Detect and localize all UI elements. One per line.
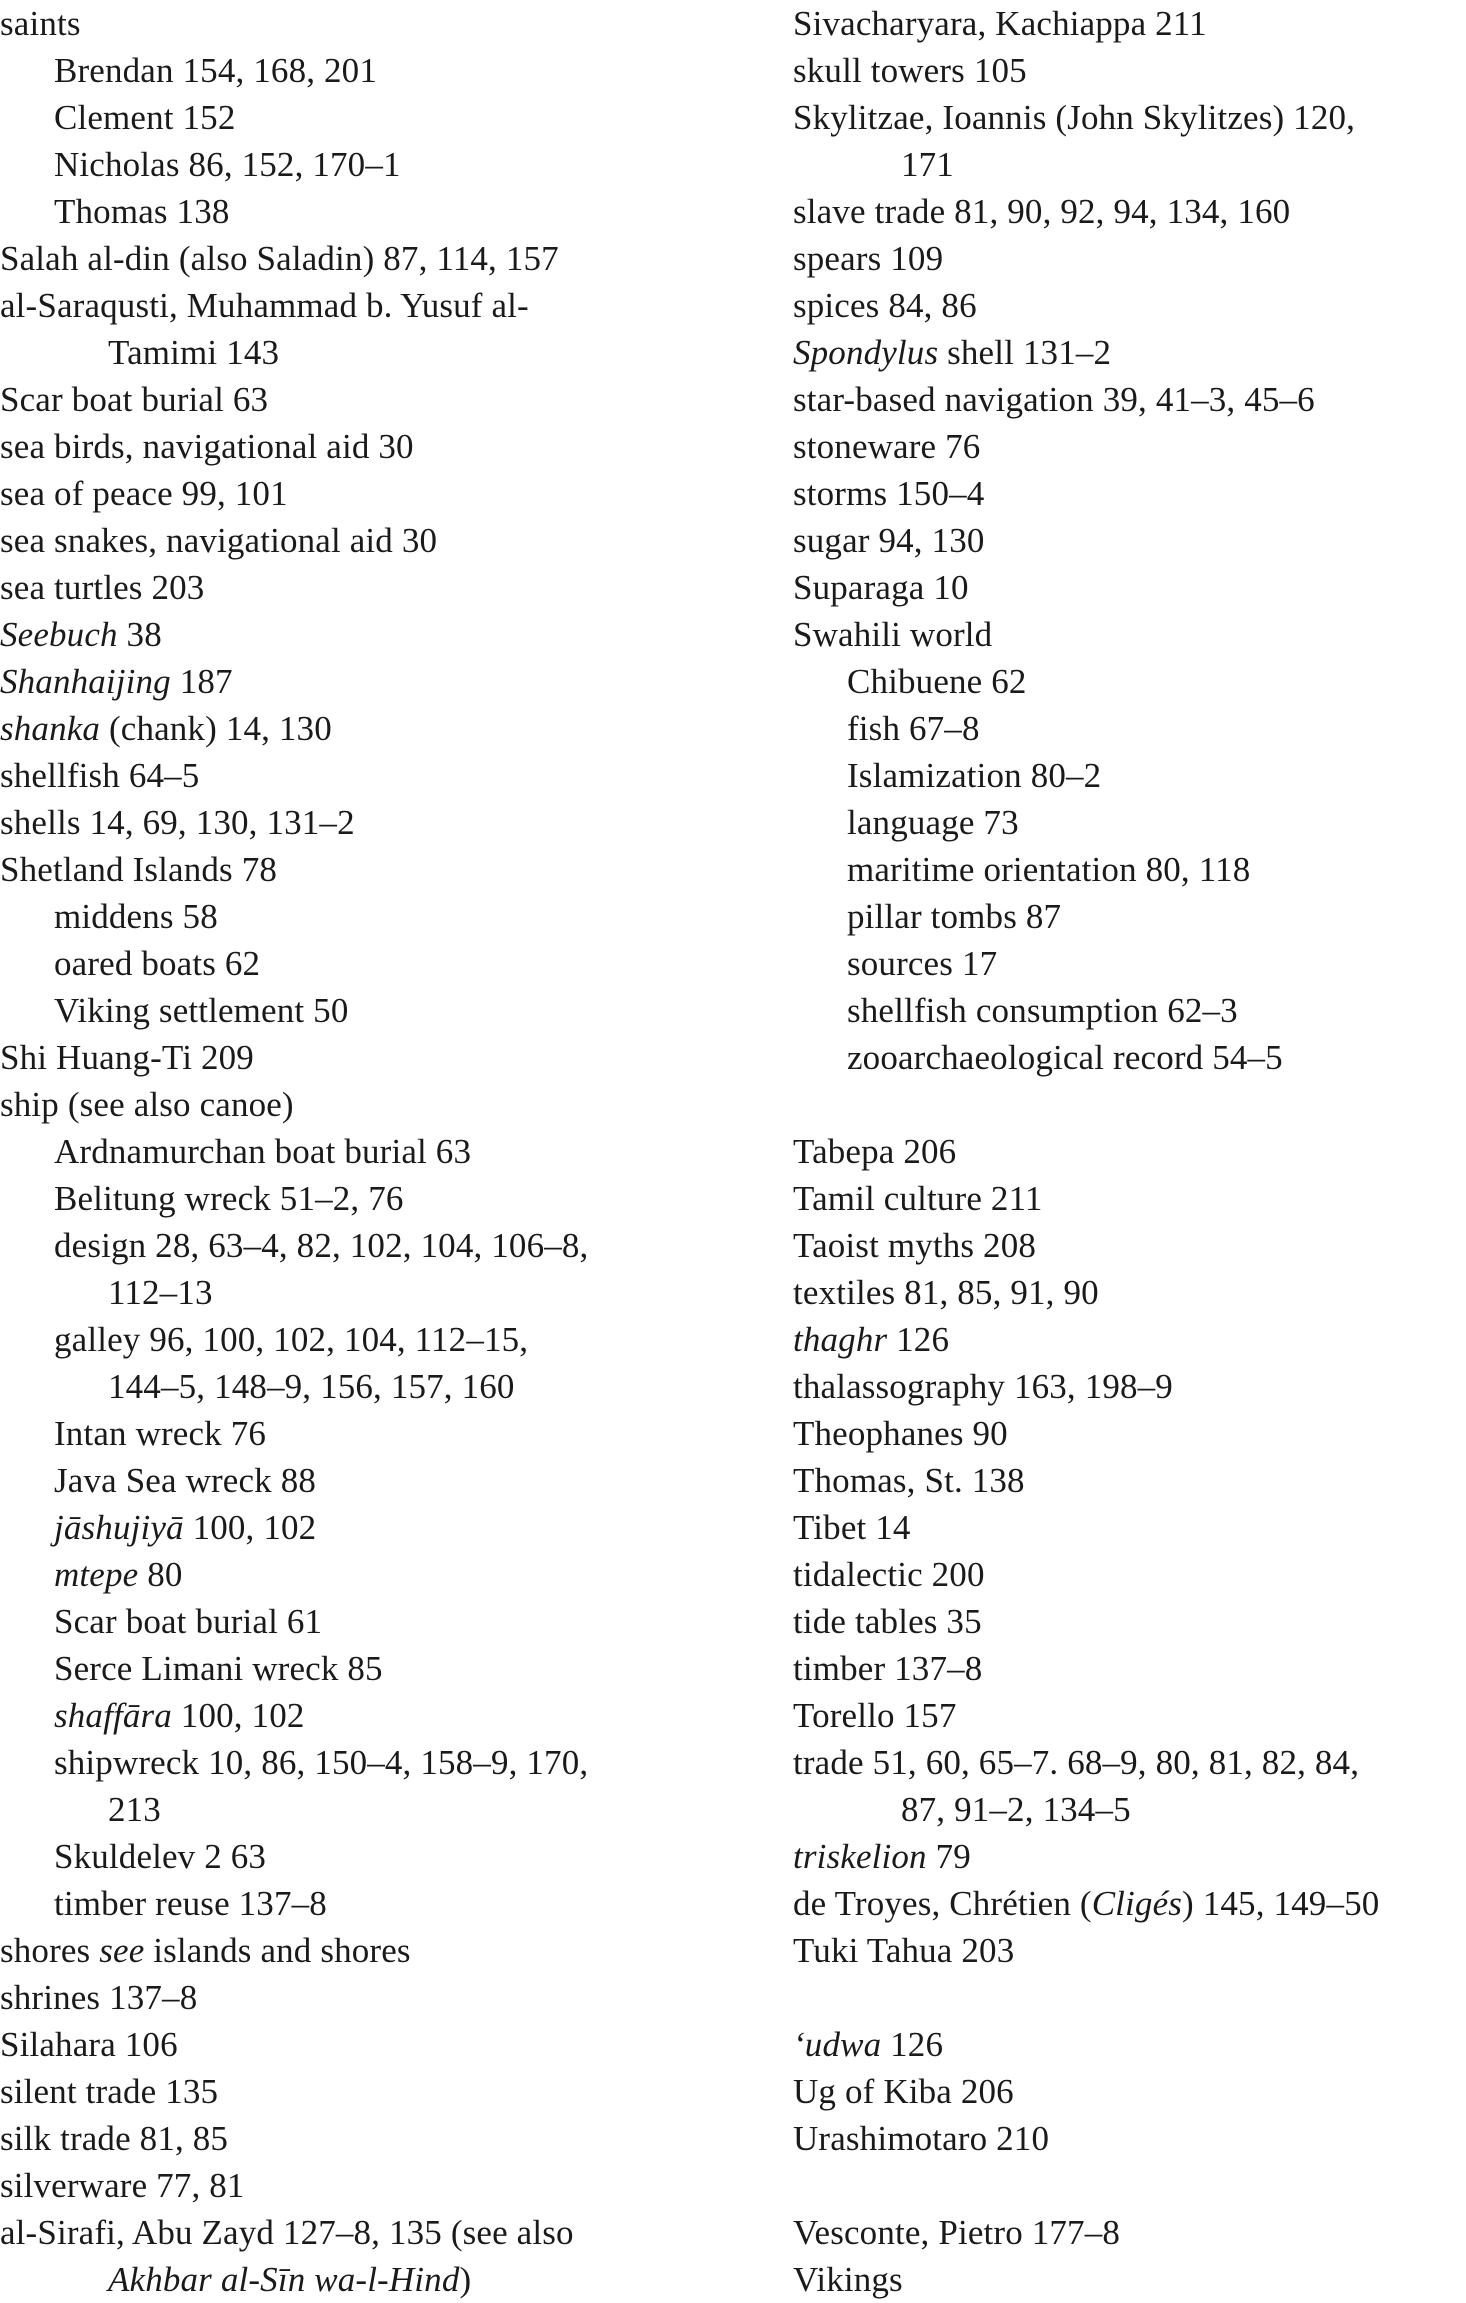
index-subentry xyxy=(0,1692,760,1739)
index-subentry xyxy=(0,1316,760,1363)
entry-text: silk trade 81, 85 xyxy=(0,2119,229,2158)
entry-text: 213 xyxy=(108,1790,161,1829)
entry-text: Tibet 14 xyxy=(793,1508,911,1547)
entry-text: Tuki Tahua 203 xyxy=(793,1931,1015,1970)
entry-text: Skylitzae, Ioannis (John Skylitzes) 120, xyxy=(793,98,1356,137)
entry-text: pillar tombs 87 xyxy=(847,897,1062,936)
entry-text: galley 96, 100, 102, 104, 112–15, xyxy=(54,1320,529,1359)
entry-text: 79 xyxy=(926,1837,971,1876)
italic-term: Cligés xyxy=(1091,1884,1183,1923)
index-entry xyxy=(793,423,1466,470)
index-subentry xyxy=(0,1175,760,1222)
italic-term: shaffāra xyxy=(54,1696,172,1735)
entry-text: Java Sea wreck 88 xyxy=(54,1461,317,1500)
entry-text: Clement 152 xyxy=(54,98,236,137)
entry-text: 144–5, 148–9, 156, 157, 160 xyxy=(108,1367,515,1406)
index-subentry xyxy=(793,799,1466,846)
index-continuation xyxy=(0,1363,760,1410)
index-continuation xyxy=(0,2256,760,2303)
entry-text: Thomas, St. 138 xyxy=(793,1461,1025,1500)
index-entry xyxy=(0,2115,760,2162)
entry-text: Theophanes 90 xyxy=(793,1414,1008,1453)
entry-text: sea birds, navigational aid 30 xyxy=(0,427,414,466)
entry-text: shipwreck 10, 86, 150–4, 158–9, 170, xyxy=(54,1743,589,1782)
index-subentry xyxy=(793,658,1466,705)
index-subentry xyxy=(0,1457,760,1504)
index-entry xyxy=(0,282,760,329)
index-subentry xyxy=(0,1551,760,1598)
index-entry xyxy=(793,2209,1466,2256)
index-entry xyxy=(793,1363,1466,1410)
entry-text: Belitung wreck 51–2, 76 xyxy=(54,1179,404,1218)
index-continuation xyxy=(793,141,1466,188)
index-subentry xyxy=(793,705,1466,752)
italic-term: Seebuch xyxy=(0,615,118,654)
entry-text: skull towers 105 xyxy=(793,51,1027,90)
italic-term: ‘udwa xyxy=(793,2025,882,2064)
index-entry xyxy=(793,2115,1466,2162)
entry-text: timber 137–8 xyxy=(793,1649,983,1688)
index-continuation xyxy=(0,1269,760,1316)
index-entry xyxy=(793,1175,1466,1222)
entry-text: silverware 77, 81 xyxy=(0,2166,245,2205)
entry-text: Taoist myths 208 xyxy=(793,1226,1037,1265)
entry-text: 126 xyxy=(881,2025,944,2064)
index-entry xyxy=(793,94,1466,141)
entry-text: Suparaga 10 xyxy=(793,568,969,607)
index-continuation xyxy=(793,1786,1466,1833)
index-entry xyxy=(0,1034,760,1081)
index-entry xyxy=(793,188,1466,235)
index-subentry xyxy=(793,1034,1466,1081)
entry-text: 80 xyxy=(138,1555,183,1594)
index-entry xyxy=(793,282,1466,329)
index-entry xyxy=(793,2256,1466,2303)
entry-text: silent trade 135 xyxy=(0,2072,219,2111)
entry-text: stoneware 76 xyxy=(793,427,981,466)
index-subentry xyxy=(0,1128,760,1175)
index-entry xyxy=(793,1316,1466,1363)
index-entry xyxy=(0,799,760,846)
index-subentry xyxy=(793,893,1466,940)
index-column-right xyxy=(793,0,1466,2303)
entry-text: sea turtles 203 xyxy=(0,568,205,607)
entry-text: Intan wreck 76 xyxy=(54,1414,267,1453)
entry-text: trade 51, 60, 65–7. 68–9, 80, 81, 82, 84, xyxy=(793,1743,1360,1782)
entry-text: Nicholas 86, 152, 170–1 xyxy=(54,145,401,184)
entry-text: sea of peace 99, 101 xyxy=(0,474,288,513)
index-subentry xyxy=(0,141,760,188)
index-entry xyxy=(793,1927,1466,1974)
entry-text: Tamimi 143 xyxy=(108,333,280,372)
index-subentry xyxy=(793,940,1466,987)
letter-group-gap xyxy=(793,1974,1466,2021)
index-entry xyxy=(793,235,1466,282)
index-subentry xyxy=(0,940,760,987)
index-entry xyxy=(793,1457,1466,1504)
entry-text: slave trade 81, 90, 92, 94, 134, 160 xyxy=(793,192,1291,231)
index-subentry xyxy=(0,1410,760,1457)
index-entry xyxy=(793,1598,1466,1645)
italic-term: shanka xyxy=(0,709,101,748)
index-entry xyxy=(793,1833,1466,1880)
entry-text: Tamil culture 211 xyxy=(793,1179,1043,1218)
entry-text: maritime orientation 80, 118 xyxy=(847,850,1251,889)
index-entry xyxy=(793,1128,1466,1175)
index-entry xyxy=(793,1645,1466,1692)
entry-text: shells 14, 69, 130, 131–2 xyxy=(0,803,355,842)
index-entry xyxy=(0,235,760,282)
entry-text: Silahara 106 xyxy=(0,2025,178,2064)
index-entry xyxy=(0,846,760,893)
index-entry xyxy=(793,517,1466,564)
italic-term: mtepe xyxy=(54,1555,139,1594)
entry-text: saints xyxy=(0,4,81,43)
index-entry xyxy=(0,2162,760,2209)
index-entry xyxy=(0,470,760,517)
entry-text: Vesconte, Pietro 177–8 xyxy=(793,2213,1120,2252)
entry-text: thalassography 163, 198–9 xyxy=(793,1367,1173,1406)
entry-text: Scar boat burial 63 xyxy=(0,380,269,419)
entry-text: timber reuse 137–8 xyxy=(54,1884,327,1923)
index-entry xyxy=(793,1880,1466,1927)
entry-text: 100, 102 xyxy=(171,1696,305,1735)
index-subentry xyxy=(0,1598,760,1645)
index-entry xyxy=(793,47,1466,94)
entry-text: Brendan 154, 168, 201 xyxy=(54,51,377,90)
entry-text: islands and shores xyxy=(144,1931,411,1970)
entry-text: shrines 137–8 xyxy=(0,1978,198,2017)
index-subentry xyxy=(793,846,1466,893)
index-subentry xyxy=(0,94,760,141)
entry-text: Thomas 138 xyxy=(54,192,230,231)
entry-text: design 28, 63–4, 82, 102, 104, 106–8, xyxy=(54,1226,589,1265)
entry-text: shores xyxy=(0,1931,100,1970)
index-entry xyxy=(793,1504,1466,1551)
entry-text: shellfish consumption 62–3 xyxy=(847,991,1238,1030)
entry-text: textiles 81, 85, 91, 90 xyxy=(793,1273,1099,1312)
entry-text: sugar 94, 130 xyxy=(793,521,985,560)
index-entry xyxy=(793,564,1466,611)
index-entry xyxy=(0,658,760,705)
entry-text: language 73 xyxy=(847,803,1019,842)
italic-term: Spondylus xyxy=(793,333,939,372)
entry-text: Torello 157 xyxy=(793,1696,957,1735)
index-subentry xyxy=(0,1222,760,1269)
entry-text: tidalectic 200 xyxy=(793,1555,985,1594)
entry-text: sources 17 xyxy=(847,944,998,983)
entry-text: Swahili world xyxy=(793,615,993,654)
entry-text: 100, 102 xyxy=(183,1508,317,1547)
entry-text: 38 xyxy=(117,615,162,654)
index-entry xyxy=(0,705,760,752)
entry-text: zooarchaeological record 54–5 xyxy=(847,1038,1283,1077)
entry-text: Ardnamurchan boat burial 63 xyxy=(54,1132,472,1171)
index-entry xyxy=(793,0,1466,47)
index-entry xyxy=(793,376,1466,423)
entry-text: Serce Limani wreck 85 xyxy=(54,1649,383,1688)
letter-group-gap xyxy=(793,2162,1466,2209)
index-entry xyxy=(0,517,760,564)
entry-text: storms 150–4 xyxy=(793,474,985,513)
index-entry xyxy=(793,2021,1466,2068)
index-continuation xyxy=(0,1786,760,1833)
entry-text: oared boats 62 xyxy=(54,944,261,983)
index-subentry xyxy=(0,1833,760,1880)
entry-text: Scar boat burial 61 xyxy=(54,1602,323,1641)
entry-text: ) xyxy=(459,2260,472,2299)
letter-group-gap xyxy=(793,1081,1466,1128)
entry-text: 112–13 xyxy=(108,1273,213,1312)
index-entry xyxy=(0,1927,760,1974)
index-entry xyxy=(793,1410,1466,1457)
index-entry xyxy=(793,329,1466,376)
italic-term: thaghr xyxy=(793,1320,888,1359)
entry-text: Sivacharyara, Kachiappa 211 xyxy=(793,4,1207,43)
entry-text: (chank) 14, 130 xyxy=(100,709,332,748)
entry-text: 171 xyxy=(901,145,954,184)
entry-text: spices 84, 86 xyxy=(793,286,977,325)
index-subentry xyxy=(0,1739,760,1786)
index-entry xyxy=(793,1222,1466,1269)
index-entry xyxy=(793,2068,1466,2115)
index-entry xyxy=(0,2209,760,2256)
entry-text: spears 109 xyxy=(793,239,944,278)
entry-text: sea snakes, navigational aid 30 xyxy=(0,521,438,560)
entry-text: Islamization 80–2 xyxy=(847,756,1102,795)
entry-text: shellfish 64–5 xyxy=(0,756,200,795)
index-subentry xyxy=(0,1504,760,1551)
index-entry xyxy=(793,1269,1466,1316)
italic-term: Shanhaijing xyxy=(0,662,171,701)
index-subentry xyxy=(793,987,1466,1034)
italic-term: jāshujiyā xyxy=(54,1508,184,1547)
entry-text: Shetland Islands 78 xyxy=(0,850,277,889)
index-entry xyxy=(793,611,1466,658)
index-entry xyxy=(0,2068,760,2115)
entry-text: al-Sirafi, Abu Zayd 127–8, 135 (see also xyxy=(0,2213,574,2252)
entry-text: Chibuene 62 xyxy=(847,662,1027,701)
index-entry xyxy=(0,376,760,423)
entry-text: ship (see also canoe) xyxy=(0,1085,294,1124)
index-subentry xyxy=(0,1645,760,1692)
index-entry xyxy=(0,0,760,47)
entry-text: shell 131–2 xyxy=(938,333,1112,372)
index-subentry xyxy=(0,188,760,235)
index-entry xyxy=(793,1739,1466,1786)
index-subentry xyxy=(0,987,760,1034)
entry-text: middens 58 xyxy=(54,897,218,936)
index-entry xyxy=(0,2021,760,2068)
index-entry xyxy=(0,752,760,799)
index-entry xyxy=(0,1081,760,1128)
entry-text: fish 67–8 xyxy=(847,709,980,748)
index-entry xyxy=(0,423,760,470)
index-entry xyxy=(793,1551,1466,1598)
index-entry xyxy=(0,1974,760,2021)
italic-term: see xyxy=(99,1931,145,1970)
entry-text: Shi Huang-Ti 209 xyxy=(0,1038,254,1077)
entry-text: star-based navigation 39, 41–3, 45–6 xyxy=(793,380,1315,419)
index-continuation xyxy=(0,329,760,376)
entry-text: Skuldelev 2 63 xyxy=(54,1837,267,1876)
entry-text: al-Saraqusti, Muhammad b. Yusuf al- xyxy=(0,286,529,325)
italic-term: triskelion xyxy=(793,1837,927,1876)
entry-text: 126 xyxy=(887,1320,950,1359)
entry-text: 187 xyxy=(170,662,233,701)
entry-text: tide tables 35 xyxy=(793,1602,982,1641)
entry-text: Vikings xyxy=(793,2260,903,2299)
index-subentry xyxy=(0,893,760,940)
entry-text: Urashimotaro 210 xyxy=(793,2119,1050,2158)
index-entry xyxy=(793,470,1466,517)
entry-text: de Troyes, Chrétien ( xyxy=(793,1884,1092,1923)
index-entry xyxy=(793,1692,1466,1739)
index-entry xyxy=(0,564,760,611)
index-subentry xyxy=(0,47,760,94)
index-subentry xyxy=(793,752,1466,799)
entry-text: ) 145, 149–50 xyxy=(1182,1884,1380,1923)
entry-text: Tabepa 206 xyxy=(793,1132,957,1171)
entry-text: Ug of Kiba 206 xyxy=(793,2072,1014,2111)
entry-text: 87, 91–2, 134–5 xyxy=(901,1790,1131,1829)
entry-text: Viking settlement 50 xyxy=(54,991,349,1030)
italic-term: Akhbar al-Sīn wa-l-Hind xyxy=(108,2260,460,2299)
index-entry xyxy=(0,611,760,658)
index-subentry xyxy=(0,1880,760,1927)
entry-text: Salah al-din (also Saladin) 87, 114, 157 xyxy=(0,239,559,278)
